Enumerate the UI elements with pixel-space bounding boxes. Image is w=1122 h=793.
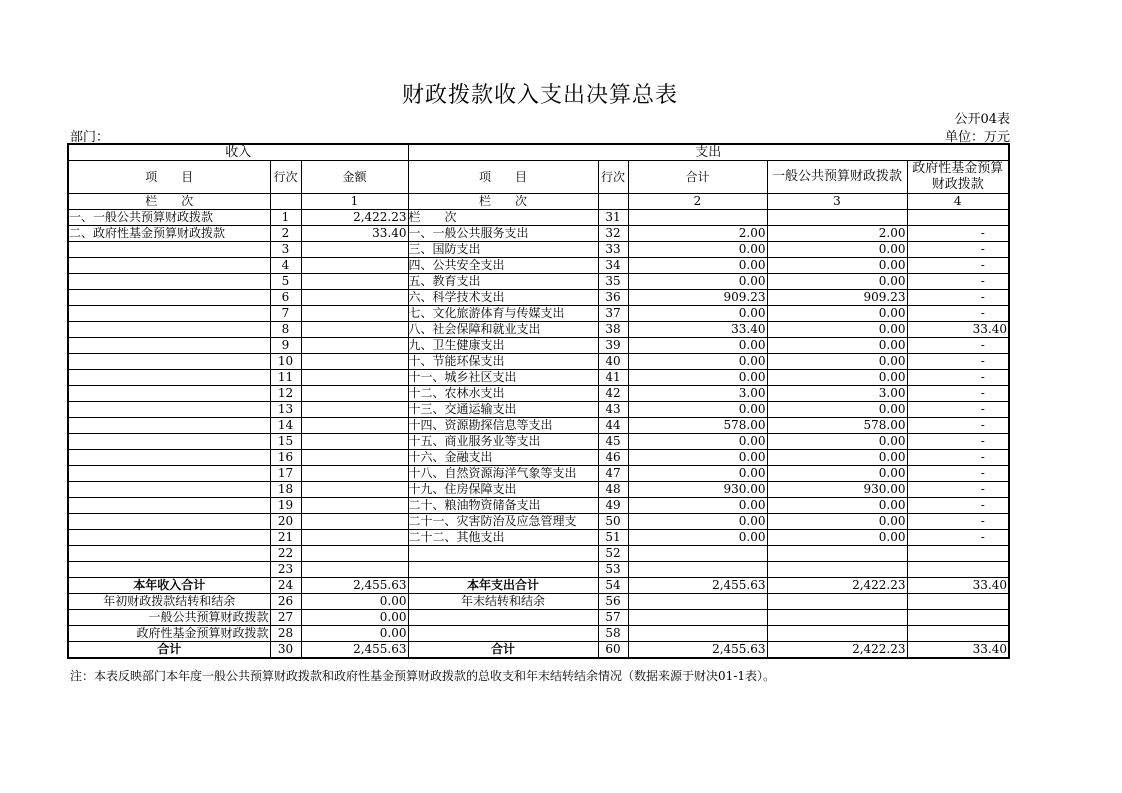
expense-item-header: 项 目 — [408, 161, 598, 194]
income-header: 收入 — [68, 144, 408, 161]
income-row-no-cell: 30 — [270, 642, 301, 659]
general-budget-cell: 0.00 — [767, 530, 907, 546]
column-number: 4 — [907, 194, 1009, 210]
gov-fund-cell: - — [907, 530, 1009, 546]
table-row — [68, 514, 1009, 530]
gov-fund-cell: 33.40 — [907, 322, 1009, 338]
expense-row-no-cell: 42 — [598, 386, 628, 402]
expense-total-cell: 0.00 — [628, 434, 767, 450]
expense-row-no-cell: 60 — [598, 642, 628, 659]
general-budget-cell — [767, 210, 907, 226]
expense-total-cell: 0.00 — [628, 402, 767, 418]
general-budget-cell: 0.00 — [767, 354, 907, 370]
income-item-cell — [68, 386, 270, 402]
expense-row-no-cell: 34 — [598, 258, 628, 274]
income-amount-cell: 2,455.63 — [301, 642, 408, 659]
income-amount-cell — [301, 562, 408, 578]
expense-row-no-cell: 41 — [598, 370, 628, 386]
expense-row-no-cell: 49 — [598, 498, 628, 514]
expense-total-cell: 0.00 — [628, 354, 767, 370]
column-label: 栏 次 — [68, 194, 270, 210]
income-amount-cell — [301, 402, 408, 418]
table-row — [68, 354, 1009, 370]
income-row-no-cell: 2 — [270, 226, 301, 242]
expense-row-no-cell: 39 — [598, 338, 628, 354]
gov-fund-cell: - — [907, 402, 1009, 418]
expense-header: 支出 — [408, 144, 1009, 161]
expense-row-no-cell: 51 — [598, 530, 628, 546]
expense-total-cell: 2,455.63 — [628, 642, 767, 659]
gov-fund-cell: 33.40 — [907, 578, 1009, 594]
expense-total-cell: 930.00 — [628, 482, 767, 498]
income-row-no-cell: 26 — [270, 594, 301, 610]
gov-fund-cell: 33.40 — [907, 642, 1009, 659]
income-amount-cell — [301, 386, 408, 402]
income-row-no-cell: 1 — [270, 210, 301, 226]
table-row — [68, 210, 1009, 226]
income-amount-cell — [301, 466, 408, 482]
expense-item-cell: 七、文化旅游体育与传媒支出 — [408, 306, 598, 322]
general-budget-cell: 930.00 — [767, 482, 907, 498]
expense-total-cell: 0.00 — [628, 514, 767, 530]
gov-fund-cell: - — [907, 386, 1009, 402]
table-row — [68, 306, 1009, 322]
general-budget-cell — [767, 546, 907, 562]
gov-fund-cell — [907, 210, 1009, 226]
income-amount-cell: 2,455.63 — [301, 578, 408, 594]
empty-cell — [270, 194, 301, 210]
expense-row-no-cell: 43 — [598, 402, 628, 418]
expense-row-no-cell: 57 — [598, 610, 628, 626]
income-amount-cell — [301, 450, 408, 466]
income-amount-cell — [301, 418, 408, 434]
expense-row-no-cell: 48 — [598, 482, 628, 498]
income-item-cell — [68, 402, 270, 418]
expense-total-cell: 0.00 — [628, 450, 767, 466]
expense-row-no-cell: 35 — [598, 274, 628, 290]
table-row — [68, 498, 1009, 514]
table-row — [68, 386, 1009, 402]
table-row — [68, 418, 1009, 434]
general-budget-cell — [767, 626, 907, 642]
table-row — [68, 562, 1009, 578]
expense-item-cell — [408, 562, 598, 578]
gov-fund-cell — [907, 562, 1009, 578]
income-row-no-cell: 24 — [270, 578, 301, 594]
expense-total-cell — [628, 626, 767, 642]
footnote: 注：本表反映部门本年度一般公共预算财政拨款和政府性基金预算财政拨款的总收支和年末结转结余情况（数据来源于财决01-1表）。 — [70, 669, 775, 683]
empty-cell — [598, 194, 628, 210]
general-budget-cell — [767, 594, 907, 610]
income-row-no-cell: 13 — [270, 402, 301, 418]
gov-fund-cell — [907, 610, 1009, 626]
income-item-cell — [68, 546, 270, 562]
income-amount-header: 金额 — [301, 161, 408, 194]
expense-row-no-cell: 56 — [598, 594, 628, 610]
expense-total-cell: 578.00 — [628, 418, 767, 434]
gov-fund-cell: - — [907, 290, 1009, 306]
gov-fund-cell: - — [907, 514, 1009, 530]
expense-row-no-cell: 38 — [598, 322, 628, 338]
expense-item-cell: 十、节能环保支出 — [408, 354, 598, 370]
income-item-cell — [68, 466, 270, 482]
expense-item-cell: 本年支出合计 — [408, 578, 598, 594]
general-budget-cell: 3.00 — [767, 386, 907, 402]
table-row — [68, 482, 1009, 498]
expense-row-no-header: 行次 — [598, 161, 628, 194]
expense-item-cell: 十九、住房保障支出 — [408, 482, 598, 498]
income-row-no-cell: 6 — [270, 290, 301, 306]
income-item-cell — [68, 354, 270, 370]
expense-item-cell: 五、教育支出 — [408, 274, 598, 290]
income-row-no-cell: 9 — [270, 338, 301, 354]
income-item-cell: 政府性基金预算财政拨款 — [68, 626, 270, 642]
income-amount-cell: 0.00 — [301, 610, 408, 626]
income-row-no-cell: 10 — [270, 354, 301, 370]
general-budget-cell: 0.00 — [767, 274, 907, 290]
table-row — [68, 466, 1009, 482]
expense-row-no-cell: 58 — [598, 626, 628, 642]
gov-fund-cell: - — [907, 482, 1009, 498]
table-row — [68, 242, 1009, 258]
expense-item-cell: 十二、农林水支出 — [408, 386, 598, 402]
income-item-cell — [68, 290, 270, 306]
income-row-no-cell: 3 — [270, 242, 301, 258]
table-row — [68, 626, 1009, 642]
gov-fund-cell: - — [907, 274, 1009, 290]
income-row-no-cell: 16 — [270, 450, 301, 466]
expense-total-cell: 0.00 — [628, 498, 767, 514]
expense-row-no-cell: 47 — [598, 466, 628, 482]
expense-item-cell — [408, 626, 598, 642]
table-row — [68, 402, 1009, 418]
expense-row-no-cell: 50 — [598, 514, 628, 530]
table-row — [68, 434, 1009, 450]
income-item-cell — [68, 482, 270, 498]
expense-item-cell: 三、国防支出 — [408, 242, 598, 258]
expense-total-cell — [628, 610, 767, 626]
income-row-no-cell: 22 — [270, 546, 301, 562]
general-budget-cell: 0.00 — [767, 450, 907, 466]
gov-fund-cell: - — [907, 338, 1009, 354]
expense-total-cell: 0.00 — [628, 258, 767, 274]
income-item-cell: 合计 — [68, 642, 270, 659]
income-amount-cell: 0.00 — [301, 594, 408, 610]
general-budget-cell: 0.00 — [767, 466, 907, 482]
income-row-no-cell: 5 — [270, 274, 301, 290]
income-amount-cell: 2,422.23 — [301, 210, 408, 226]
expense-row-no-cell: 52 — [598, 546, 628, 562]
gov-fund-cell: - — [907, 242, 1009, 258]
income-row-no-cell: 17 — [270, 466, 301, 482]
general-budget-cell: 0.00 — [767, 498, 907, 514]
income-item-cell — [68, 514, 270, 530]
gov-fund-cell: - — [907, 226, 1009, 242]
column-label: 栏 次 — [408, 194, 598, 210]
expense-item-cell: 十八、自然资源海洋气象等支出 — [408, 466, 598, 482]
income-item-cell — [68, 450, 270, 466]
expense-total-cell: 0.00 — [628, 466, 767, 482]
gov-fund-cell: - — [907, 306, 1009, 322]
income-row-no-cell: 14 — [270, 418, 301, 434]
expense-total-cell: 0.00 — [628, 306, 767, 322]
general-budget-header: 一般公共预算财政拨款 — [767, 161, 907, 194]
income-item-cell: 二、政府性基金预算财政拨款 — [68, 226, 270, 242]
income-item-cell — [68, 562, 270, 578]
gov-fund-cell — [907, 546, 1009, 562]
expense-total-header: 合计 — [628, 161, 767, 194]
income-item-cell — [68, 306, 270, 322]
expense-item-cell: 九、卫生健康支出 — [408, 338, 598, 354]
gov-fund-cell — [907, 626, 1009, 642]
income-row-no-cell: 20 — [270, 514, 301, 530]
income-row-no-cell: 21 — [270, 530, 301, 546]
gov-fund-header: 政府性基金预算财政拨款 — [907, 161, 1009, 194]
income-item-cell — [68, 498, 270, 514]
income-amount-cell — [301, 546, 408, 562]
income-row-no-cell: 27 — [270, 610, 301, 626]
unit-label: 单位：万元 — [944, 130, 1010, 145]
general-budget-cell: 2.00 — [767, 226, 907, 242]
income-item-cell: 一、一般公共预算财政拨款 — [68, 210, 270, 226]
income-item-cell — [68, 530, 270, 546]
general-budget-cell: 0.00 — [767, 370, 907, 386]
expense-row-no-cell: 54 — [598, 578, 628, 594]
expense-row-no-cell: 31 — [598, 210, 628, 226]
income-item-cell — [68, 274, 270, 290]
general-budget-cell: 0.00 — [767, 514, 907, 530]
expense-total-cell — [628, 562, 767, 578]
expense-total-cell: 909.23 — [628, 290, 767, 306]
income-item-cell — [68, 434, 270, 450]
income-item-cell: 年初财政拨款结转和结余 — [68, 594, 270, 610]
income-amount-cell — [301, 290, 408, 306]
general-budget-cell: 0.00 — [767, 306, 907, 322]
expense-item-cell: 四、公共安全支出 — [408, 258, 598, 274]
gov-fund-cell: - — [907, 466, 1009, 482]
general-budget-cell: 578.00 — [767, 418, 907, 434]
income-amount-cell — [301, 338, 408, 354]
expense-total-cell: 0.00 — [628, 530, 767, 546]
income-amount-cell — [301, 274, 408, 290]
expense-row-no-cell: 37 — [598, 306, 628, 322]
income-row-no-cell: 11 — [270, 370, 301, 386]
table-row — [68, 322, 1009, 338]
income-row-no-cell: 8 — [270, 322, 301, 338]
table-row — [68, 642, 1009, 659]
income-amount-cell — [301, 434, 408, 450]
expense-item-cell: 十一、城乡社区支出 — [408, 370, 598, 386]
income-row-no-cell: 4 — [270, 258, 301, 274]
table-row — [68, 450, 1009, 466]
table-row — [68, 274, 1009, 290]
income-amount-cell — [301, 322, 408, 338]
income-item-cell — [68, 338, 270, 354]
expense-total-cell: 3.00 — [628, 386, 767, 402]
expense-total-cell — [628, 210, 767, 226]
expense-item-cell: 栏 次 — [408, 210, 598, 226]
income-row-no-cell: 12 — [270, 386, 301, 402]
income-amount-cell — [301, 354, 408, 370]
expense-item-cell: 八、社会保障和就业支出 — [408, 322, 598, 338]
expense-row-no-cell: 40 — [598, 354, 628, 370]
income-row-no-cell: 28 — [270, 626, 301, 642]
expense-total-cell: 2,455.63 — [628, 578, 767, 594]
general-budget-cell: 0.00 — [767, 434, 907, 450]
gov-fund-cell — [907, 594, 1009, 610]
income-row-no-cell: 7 — [270, 306, 301, 322]
expense-item-cell: 年末结转和结余 — [408, 594, 598, 610]
table-row — [68, 338, 1009, 354]
income-row-no-cell: 19 — [270, 498, 301, 514]
income-amount-cell — [301, 306, 408, 322]
department-label: 部门： — [70, 130, 110, 145]
table-row — [68, 370, 1009, 386]
expense-item-cell: 二十二、其他支出 — [408, 530, 598, 546]
general-budget-cell: 0.00 — [767, 338, 907, 354]
gov-fund-cell: - — [907, 498, 1009, 514]
income-item-cell — [68, 370, 270, 386]
table-row — [68, 226, 1009, 242]
expense-item-cell — [408, 546, 598, 562]
income-item-cell — [68, 258, 270, 274]
expense-item-cell: 十五、商业服务业等支出 — [408, 434, 598, 450]
income-item-cell — [68, 242, 270, 258]
income-amount-cell: 33.40 — [301, 226, 408, 242]
table-row — [68, 290, 1009, 306]
expense-total-cell: 0.00 — [628, 338, 767, 354]
table-row — [68, 610, 1009, 626]
form-code: 公开04表 — [954, 112, 1010, 127]
income-row-no-cell: 18 — [270, 482, 301, 498]
expense-row-no-cell: 36 — [598, 290, 628, 306]
expense-row-no-cell: 44 — [598, 418, 628, 434]
expense-item-cell: 十四、资源勘探信息等支出 — [408, 418, 598, 434]
budget-summary-table — [67, 143, 1010, 659]
expense-item-cell: 一、一般公共服务支出 — [408, 226, 598, 242]
table-row — [68, 530, 1009, 546]
income-amount-cell — [301, 370, 408, 386]
gov-fund-cell: - — [907, 434, 1009, 450]
income-amount-cell — [301, 498, 408, 514]
expense-row-no-cell: 53 — [598, 562, 628, 578]
expense-item-cell: 六、科学技术支出 — [408, 290, 598, 306]
general-budget-cell: 909.23 — [767, 290, 907, 306]
income-item-cell — [68, 418, 270, 434]
expense-item-cell: 十三、交通运输支出 — [408, 402, 598, 418]
table-row — [68, 578, 1009, 594]
expense-item-cell: 十六、金融支出 — [408, 450, 598, 466]
income-amount-cell — [301, 514, 408, 530]
expense-total-cell: 0.00 — [628, 370, 767, 386]
income-amount-cell — [301, 242, 408, 258]
gov-fund-cell: - — [907, 258, 1009, 274]
general-budget-cell: 2,422.23 — [767, 642, 907, 659]
expense-total-cell: 0.00 — [628, 274, 767, 290]
expense-row-no-cell: 32 — [598, 226, 628, 242]
expense-row-no-cell: 45 — [598, 434, 628, 450]
gov-fund-cell: - — [907, 370, 1009, 386]
income-row-no-cell: 15 — [270, 434, 301, 450]
column-number: 3 — [767, 194, 907, 210]
expense-row-no-cell: 46 — [598, 450, 628, 466]
income-amount-cell — [301, 482, 408, 498]
general-budget-cell: 0.00 — [767, 322, 907, 338]
income-item-cell — [68, 322, 270, 338]
expense-total-cell: 0.00 — [628, 242, 767, 258]
table-row — [68, 594, 1009, 610]
income-row-no-header: 行次 — [270, 161, 301, 194]
expense-item-cell: 二十、粮油物资储备支出 — [408, 498, 598, 514]
general-budget-cell: 0.00 — [767, 242, 907, 258]
table-row — [68, 546, 1009, 562]
income-amount-cell: 0.00 — [301, 626, 408, 642]
table-row — [68, 258, 1009, 274]
expense-total-cell: 2.00 — [628, 226, 767, 242]
column-number: 1 — [301, 194, 408, 210]
income-item-cell: 本年收入合计 — [68, 578, 270, 594]
income-row-no-cell: 23 — [270, 562, 301, 578]
gov-fund-cell: - — [907, 450, 1009, 466]
expense-row-no-cell: 33 — [598, 242, 628, 258]
income-amount-cell — [301, 258, 408, 274]
expense-item-cell — [408, 610, 598, 626]
gov-fund-cell: - — [907, 354, 1009, 370]
income-item-cell: 一般公共预算财政拨款 — [68, 610, 270, 626]
general-budget-cell: 0.00 — [767, 258, 907, 274]
expense-total-cell — [628, 546, 767, 562]
page-title: 财政拨款收入支出决算总表 — [401, 83, 678, 108]
expense-total-cell: 33.40 — [628, 322, 767, 338]
general-budget-cell: 0.00 — [767, 402, 907, 418]
column-number: 2 — [628, 194, 767, 210]
expense-total-cell — [628, 594, 767, 610]
expense-item-cell: 合计 — [408, 642, 598, 659]
income-item-header: 项 目 — [68, 161, 270, 194]
income-amount-cell — [301, 530, 408, 546]
gov-fund-cell: - — [907, 418, 1009, 434]
general-budget-cell — [767, 610, 907, 626]
general-budget-cell: 2,422.23 — [767, 578, 907, 594]
expense-item-cell: 二十一、灾害防治及应急管理支 — [408, 514, 598, 530]
general-budget-cell — [767, 562, 907, 578]
